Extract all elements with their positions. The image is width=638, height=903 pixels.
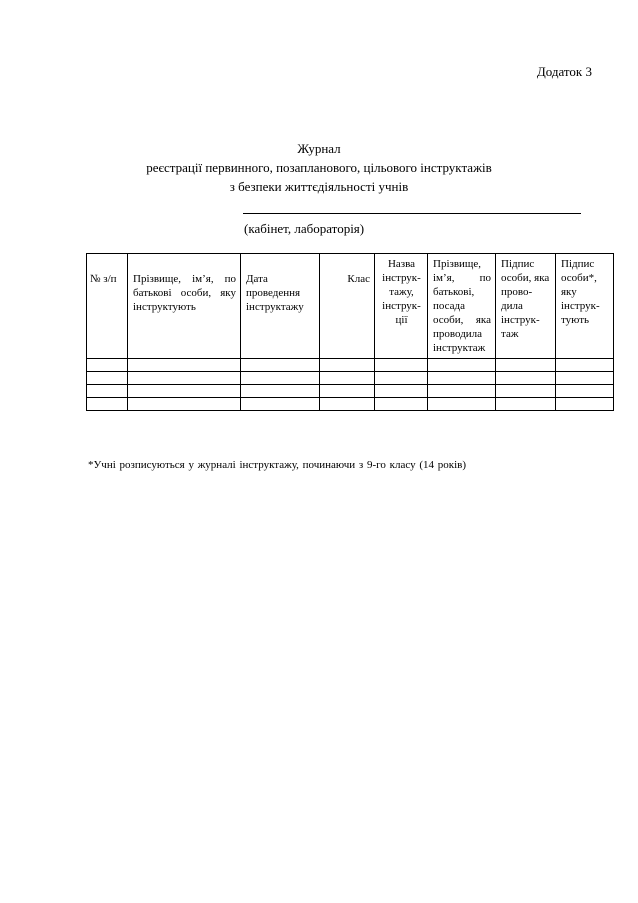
- appendix-label: Додаток 3: [536, 64, 592, 79]
- footnote: *Учні розписуються у журналі інструктажу, починаючи з 9-го класу (14 років): [88, 459, 466, 471]
- table-cell: [496, 372, 556, 385]
- table-cell: [87, 359, 128, 372]
- table-cell: [428, 385, 496, 398]
- table-cell: [128, 398, 241, 411]
- table-row: [87, 359, 614, 372]
- room-caption: (кабінет, лабораторія): [244, 221, 365, 236]
- header-number: № з/п: [87, 254, 128, 359]
- title-line-3: з безпеки життєдіяльності учнів: [229, 179, 409, 194]
- table-cell: [375, 372, 428, 385]
- title-line-2: реєстрації первинного, позапланового, цільового інструктажів: [146, 160, 492, 175]
- table-cell: [128, 372, 241, 385]
- table-cell: [87, 385, 128, 398]
- table-cell: [128, 359, 241, 372]
- table-cell: [320, 359, 375, 372]
- table-row: [87, 372, 614, 385]
- table-cell: [241, 398, 320, 411]
- header-student-signature: Підпис особи*, яку інструк-тують: [556, 254, 614, 359]
- table-cell: [128, 385, 241, 398]
- table-cell: [556, 398, 614, 411]
- journal-table: [86, 253, 614, 411]
- table-cell: [375, 398, 428, 411]
- header-instructor-signature: Підпис особи, яка прово-дила інструк-таж: [496, 254, 556, 359]
- table-cell: [375, 359, 428, 372]
- title-line-1: Журнал: [297, 141, 341, 156]
- header-instructor: Прізвище, ім’я, по батькові, посада особи, яка проводила інструктаж: [428, 254, 496, 359]
- table-cell: [375, 385, 428, 398]
- table-cell: [556, 359, 614, 372]
- table-cell: [496, 385, 556, 398]
- table-cell: [320, 372, 375, 385]
- table-header-row: [87, 254, 614, 359]
- table-cell: [428, 372, 496, 385]
- table-row: [87, 385, 614, 398]
- header-date: Дата проведення інструктажу: [241, 254, 320, 359]
- journal-body: [87, 359, 614, 411]
- table-cell: [556, 385, 614, 398]
- header-class: Клас: [320, 254, 375, 359]
- header-briefing-name: Назва інструк-тажу, інструк-ції: [375, 254, 428, 359]
- table-cell: [428, 359, 496, 372]
- table-cell: [241, 372, 320, 385]
- table-cell: [496, 359, 556, 372]
- table-row: [87, 398, 614, 411]
- table-cell: [320, 398, 375, 411]
- journal-title: [0, 139, 638, 196]
- table-cell: [496, 398, 556, 411]
- header-full-name: Прізвище, ім’я, по батькові особи, яку інструктують: [128, 254, 241, 359]
- table-cell: [320, 385, 375, 398]
- table-cell: [87, 372, 128, 385]
- room-underline: [243, 213, 581, 214]
- table-cell: [556, 372, 614, 385]
- table-cell: [428, 398, 496, 411]
- table-cell: [241, 359, 320, 372]
- table-cell: [241, 385, 320, 398]
- table-cell: [87, 398, 128, 411]
